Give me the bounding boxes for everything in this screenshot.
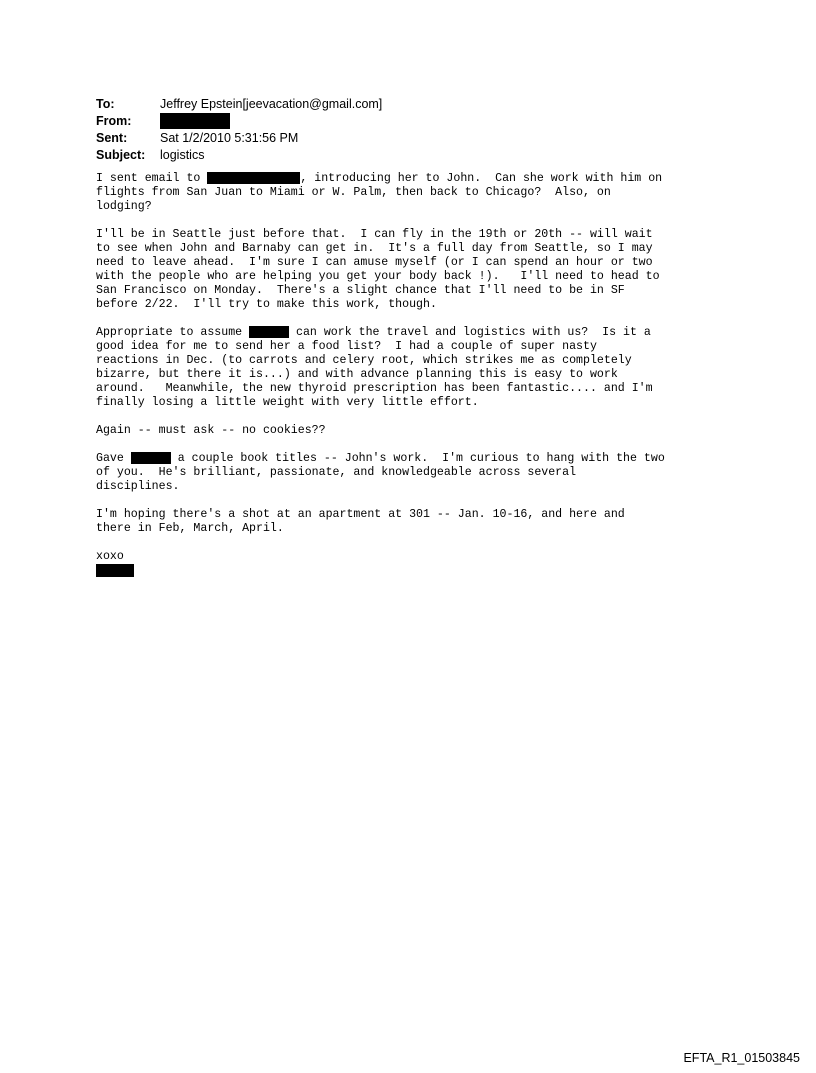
sent-value: Sat 1/2/2010 5:31:56 PM [160,131,299,145]
subject-label: Subject: [96,148,146,162]
paragraph-2: I'll be in Seattle just before that. I can fly in the 19th or 20th -- will wait to see when John and Barnaby can get in. It's a full day from Seattle, so I may need to leave ahead. I'm sure I can amuse myself (or I can spend an hour or two with the people who are helping you get your body back !). I'll need to head to San Francisco on Monday. There's a slight chance that I'll need to be in SF before 2/22. I'll try to make this work, though. [96,228,660,312]
from-row [96,113,382,130]
paragraph-3 [96,326,736,410]
to-value: Jeffrey Epstein[jeevacation@gmail.com] [160,97,383,111]
redaction-block [160,113,230,129]
to-row [96,96,382,113]
subject-row [96,147,382,164]
paragraph-1 [96,172,736,214]
from-label: From: [96,114,132,128]
redaction-block [96,564,134,577]
paragraph-1-start: I sent email to [96,172,208,186]
paragraph-6: I'm hoping there's a shot at an apartment at 301 -- Jan. 10-16, and here and there in Feb, March, April. [96,508,625,536]
redaction-block [131,452,171,464]
email-header [96,96,382,164]
signature-redaction [96,564,736,579]
paragraph-5-rest: a couple book titles -- John's work. I'm curious to hang with the two of you. He's brilliant, passionate, and knowledgeable across several disciplines. [96,452,665,494]
paragraph-3-start: Appropriate to assume [96,326,250,340]
redaction-block [207,172,300,184]
paragraph-5-start: Gave [96,452,131,466]
email-body [96,172,736,579]
paragraph-4: Again -- must ask -- no cookies?? [96,424,326,438]
to-label: To: [96,97,115,111]
signoff [96,550,736,564]
sent-label: Sent: [96,131,128,145]
sent-row [96,130,382,147]
signoff-text: xoxo [96,550,124,564]
document-id: EFTA_R1_01503845 [683,1051,800,1065]
paragraph-1-rest: , introducing her to John. Can she work with him on flights from San Juan to Miami or W. Palm, then back to Chicago? Also, on lodging? [96,172,663,214]
paragraph-3-rest: can work the travel and logistics with us? Is it a good idea for me to send her a food list? I had a couple of super nasty reactions in Dec. (to carrots and celery root, which strikes me as completely bizarre, but there it is...) and with advance planning this is easy to work around. Meanwhile, the new thyroid prescription has been fantastic.... and I'm finally losing a little weight with very little effort. [96,326,653,410]
paragraph-5 [96,452,736,494]
subject-value: logistics [160,148,205,162]
redaction-block [249,326,289,338]
